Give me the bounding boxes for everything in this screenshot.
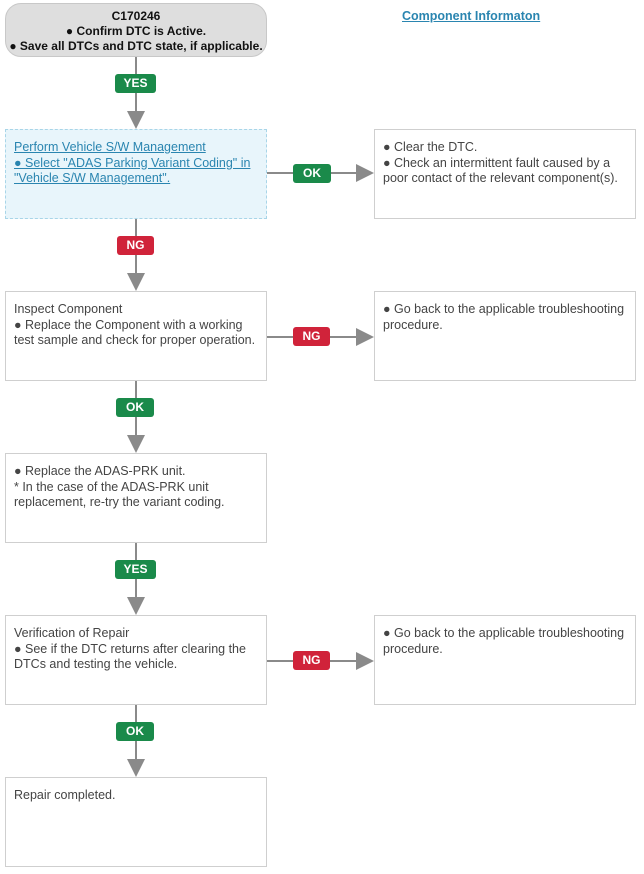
arrow-down-icon	[127, 759, 145, 777]
ok-badge: OK	[293, 164, 331, 183]
arrow-right-icon	[356, 328, 374, 346]
intermittent-fault-text: ● Check an intermittent fault caused by a poor contact of the relevant component(s).	[383, 155, 618, 185]
start-line-2: ● Save all DTCs and DTC state, if applicable.	[9, 39, 263, 53]
result-go-back-1	[374, 291, 636, 381]
component-information-link[interactable]: Component Informaton	[402, 9, 541, 23]
vehicle-sw-management-link[interactable]: Perform Vehicle S/W Management	[14, 140, 206, 154]
arrow-right-icon	[356, 164, 374, 182]
start-node	[5, 3, 267, 57]
step-replace-adas-prk	[5, 453, 267, 543]
result-clear-dtc	[374, 129, 636, 219]
go-back-text: ● Go back to the applicable troubleshooting procedure.	[383, 626, 625, 656]
verification-text: ● See if the DTC returns after clearing the DTCs and testing the vehicle.	[14, 641, 246, 671]
result-go-back-2	[374, 615, 636, 705]
arrow-down-icon	[127, 435, 145, 453]
replace-unit-text: ● Replace the ADAS-PRK unit.	[14, 464, 186, 478]
adas-parking-variant-coding-link[interactable]: ● Select "ADAS Parking Variant Coding" in "Vehicle S/W Management".	[14, 155, 251, 185]
retry-variant-coding-text: * In the case of the ADAS-PRK unit replacement, re-try the variant coding.	[14, 479, 225, 509]
ng-badge: NG	[293, 651, 330, 670]
start-line-1: ● Confirm DTC is Active.	[65, 24, 207, 38]
step-inspect-component	[5, 291, 267, 381]
arrow-down-icon	[127, 597, 145, 615]
ok-badge: OK	[116, 398, 154, 417]
ng-badge: NG	[293, 327, 330, 346]
arrow-down-icon	[127, 111, 145, 129]
verification-title: Verification of Repair	[14, 626, 130, 640]
step-verification-of-repair	[5, 615, 267, 705]
repair-completed-text: Repair completed.	[14, 788, 116, 802]
yes-badge: YES	[115, 74, 156, 93]
dtc-code: C170246	[111, 9, 161, 23]
step-vehicle-sw-management	[5, 129, 267, 219]
arrow-right-icon	[356, 652, 374, 670]
ng-badge: NG	[117, 236, 154, 255]
yes-badge: YES	[115, 560, 156, 579]
arrow-down-icon	[127, 273, 145, 291]
ok-badge: OK	[116, 722, 154, 741]
step-repair-completed	[5, 777, 267, 867]
clear-dtc-text: ● Clear the DTC.	[383, 140, 478, 154]
go-back-text: ● Go back to the applicable troubleshooting procedure.	[383, 302, 625, 332]
inspect-component-title: Inspect Component	[14, 302, 123, 316]
inspect-component-text: ● Replace the Component with a working test sample and check for proper operation.	[14, 317, 256, 347]
